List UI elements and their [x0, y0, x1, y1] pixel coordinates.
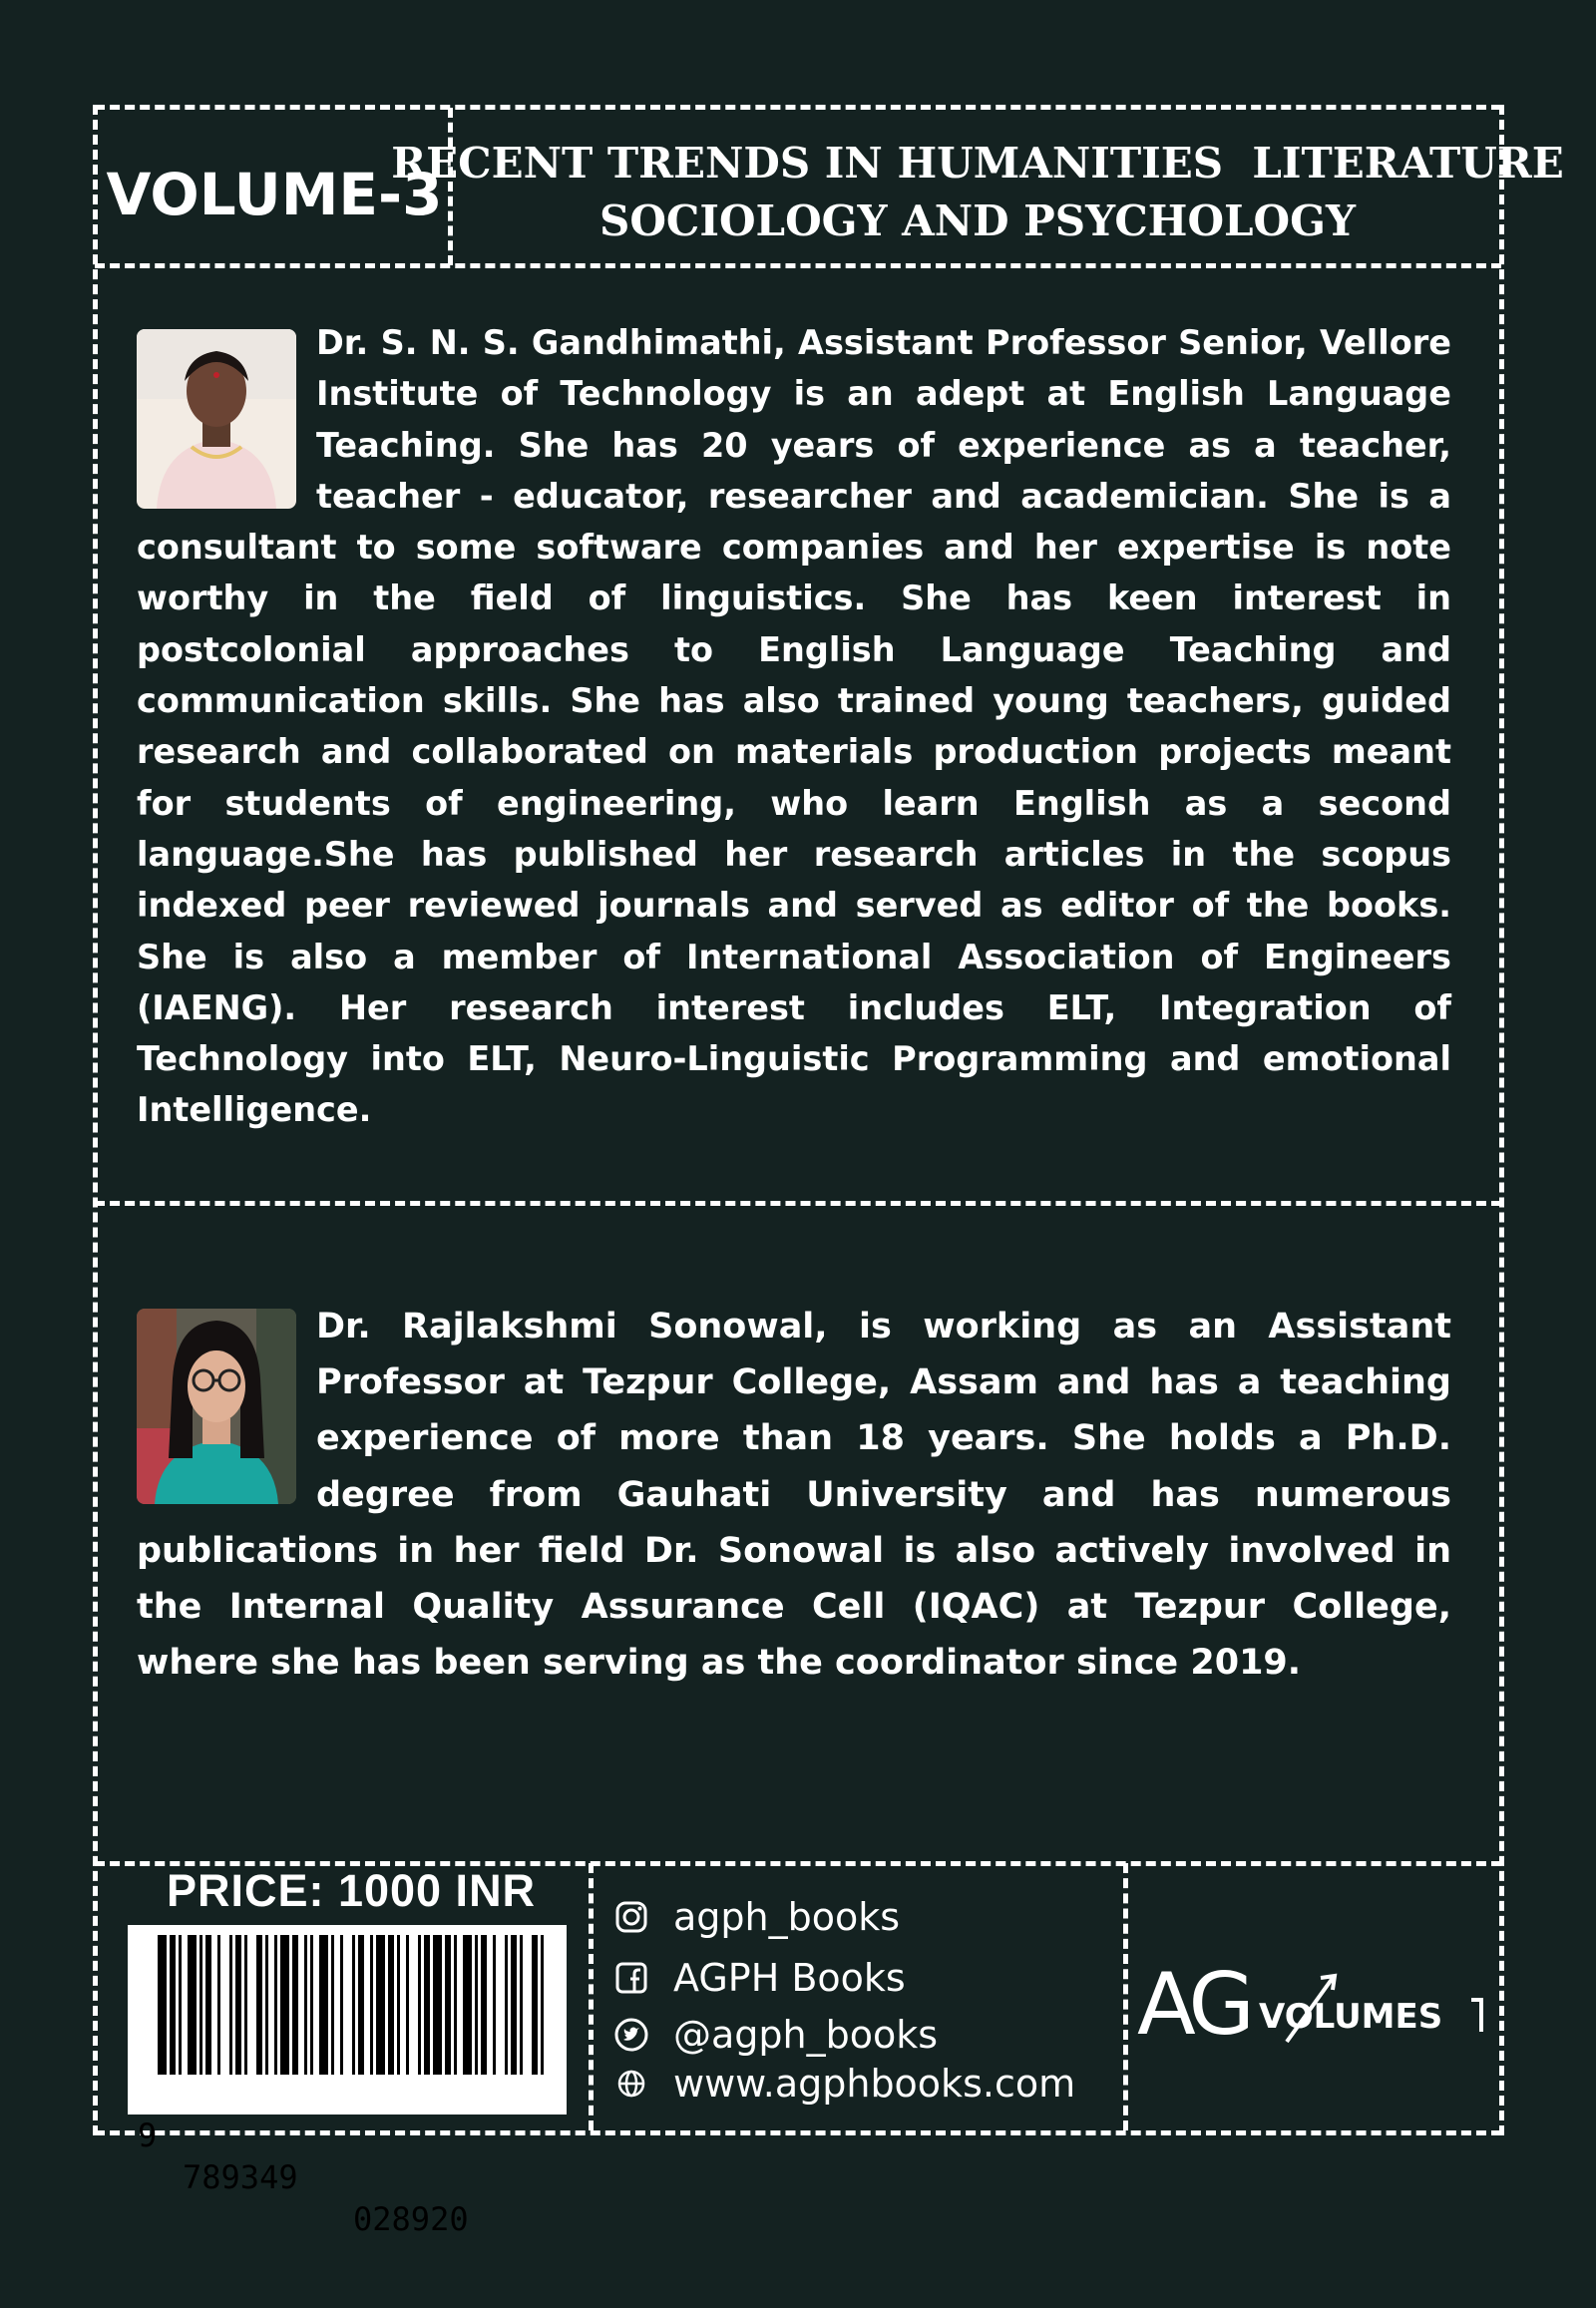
barcode-bar: [217, 1935, 220, 2075]
frame-bottom-border: [95, 2130, 1501, 2135]
barcode-bar: [158, 1935, 167, 2075]
barcode-bar: [418, 1935, 421, 2075]
barcode-bar: [445, 1935, 451, 2075]
author-2-bio: Dr. Rajlakshmi Sonowal, is working as an Assistant Professor at Tezpur College, Assam and has a teaching experience of more than 18 years. She holds a Ph.D. degree from Gauhati University and has numerous publications in her field Dr. Sonowal is also actively involved in the Internal Quality Assurance Cell (IQAC) at Tezpur College, where she has been serving as the coordinator since 2019.: [137, 1307, 1451, 1684]
book-title: [391, 128, 1564, 257]
logo-volumes-text: VOLUMES: [1259, 1997, 1443, 2037]
barcode-bar: [493, 1935, 496, 2075]
barcode-bar: [188, 1935, 197, 2075]
barcode-bar: [179, 1935, 182, 2075]
barcode-bar: [520, 1935, 523, 2075]
publisher-logo: [1137, 1950, 1496, 2060]
barcode-bar: [205, 1935, 211, 2075]
book-title-line-1: RECENT TRENDS IN HUMANITIES LITERATURE: [391, 139, 1564, 188]
barcode-bar: [370, 1935, 373, 2075]
barcode-bars: [128, 1925, 567, 2075]
barcode-bar: [235, 1935, 241, 2075]
barcode-bar: [331, 1935, 334, 2075]
barcode-bar: [505, 1935, 508, 2075]
isbn-barcode: [128, 1925, 567, 2238]
author-2-section: [137, 1299, 1451, 1691]
barcode-bar: [397, 1935, 400, 2075]
logo-ag-text: AG: [1137, 1955, 1249, 2055]
facebook-icon: [611, 1958, 651, 1998]
barcode-bar: [319, 1935, 328, 2075]
instagram-icon: [611, 1897, 651, 1937]
barcode-bar: [340, 1935, 343, 2075]
barcode-bar: [463, 1935, 472, 2075]
frame-right-border: [1499, 105, 1504, 2135]
barcode-digit-group-2: 028920: [353, 2200, 469, 2238]
frame-top-border: [95, 105, 1501, 110]
contact-website[interactable]: [611, 2062, 1075, 2106]
barcode-bar: [424, 1935, 430, 2075]
volume-label: VOLUME-3: [106, 161, 443, 228]
contact-twitter[interactable]: [611, 2013, 938, 2057]
section-divider: [95, 1201, 1501, 1206]
contact-instagram[interactable]: [611, 1895, 900, 1939]
barcode-bar: [352, 1935, 355, 2075]
barcode-digit-prefix: 9: [138, 2116, 158, 2154]
barcode-digits: [128, 2073, 567, 2238]
barcode-bar: [244, 1935, 247, 2075]
contact-twitter-text: @agph_books: [673, 2013, 939, 2057]
footer-column-divider-1: [589, 1863, 594, 2130]
frame-left-border: [93, 105, 98, 2135]
author-2-photo: [137, 1309, 296, 1504]
price-label: PRICE: 1000 INR: [166, 1865, 537, 1916]
barcode-bar: [541, 1935, 544, 2075]
globe-icon: [611, 2064, 651, 2104]
barcode-bar: [304, 1935, 307, 2075]
contact-facebook[interactable]: [611, 1956, 906, 2000]
barcode-bar: [532, 1935, 538, 2075]
barcode-bar: [511, 1935, 517, 2075]
footer-column-divider-2: [1123, 1863, 1128, 2130]
contact-instagram-text: agph_books: [673, 1895, 901, 1939]
barcode-bar: [481, 1935, 487, 2075]
barcode-bar: [229, 1935, 232, 2075]
barcode-bar: [280, 1935, 289, 2075]
barcode-bar: [265, 1935, 268, 2075]
barcode-bar: [433, 1935, 442, 2075]
barcode-bar: [406, 1935, 409, 2075]
barcode-bar: [475, 1935, 478, 2075]
author-1-bio: Dr. S. N. S. Gandhimathi, Assistant Professor Senior, Vellore Institute of Technology is an adept at English Language Teaching. She has 20 years of experience as a teacher, teacher - educator, researcher and academician. She is a consultant to some software companies and her expertise is note worthy in the field of linguistics. She has keen interest in postcolonial approaches to English Language Teaching and communication skills. She has also trained young teachers, guided research and collaborated on materials production projects meant for students of engineering, who learn English as a second language.She has published her research articles in the scopus indexed peer reviewed journals and served as editor of the books. She is also a member of International Association of Engineers (IAENG). Her research interest includes ELT, Integration of Technology into ELT, Neuro-Linguistic Programming and emotional Intelligence.: [137, 323, 1451, 1130]
barcode-bar: [388, 1935, 394, 2075]
barcode-digit-group-1: 789349: [183, 2158, 298, 2196]
barcode-bar: [358, 1935, 364, 2075]
barcode-bar: [292, 1935, 298, 2075]
author-1-section: [137, 317, 1451, 1136]
book-title-line-2: SOCIOLOGY AND PSYCHOLOGY: [598, 196, 1356, 245]
logo-bracket-icon: [1471, 2000, 1481, 2032]
twitter-icon: [611, 2015, 651, 2055]
author-1-photo: [137, 329, 296, 509]
barcode-bar: [454, 1935, 457, 2075]
barcode-bar: [376, 1935, 385, 2075]
contact-website-text: www.agphbooks.com: [673, 2062, 1076, 2106]
barcode-bar: [200, 1935, 202, 2075]
barcode-bar: [256, 1935, 262, 2075]
contact-facebook-text: AGPH Books: [673, 1956, 906, 2000]
barcode-bar: [274, 1935, 277, 2075]
header-divider: [95, 263, 1501, 268]
barcode-bar: [170, 1935, 176, 2075]
barcode-bar: [310, 1935, 313, 2075]
